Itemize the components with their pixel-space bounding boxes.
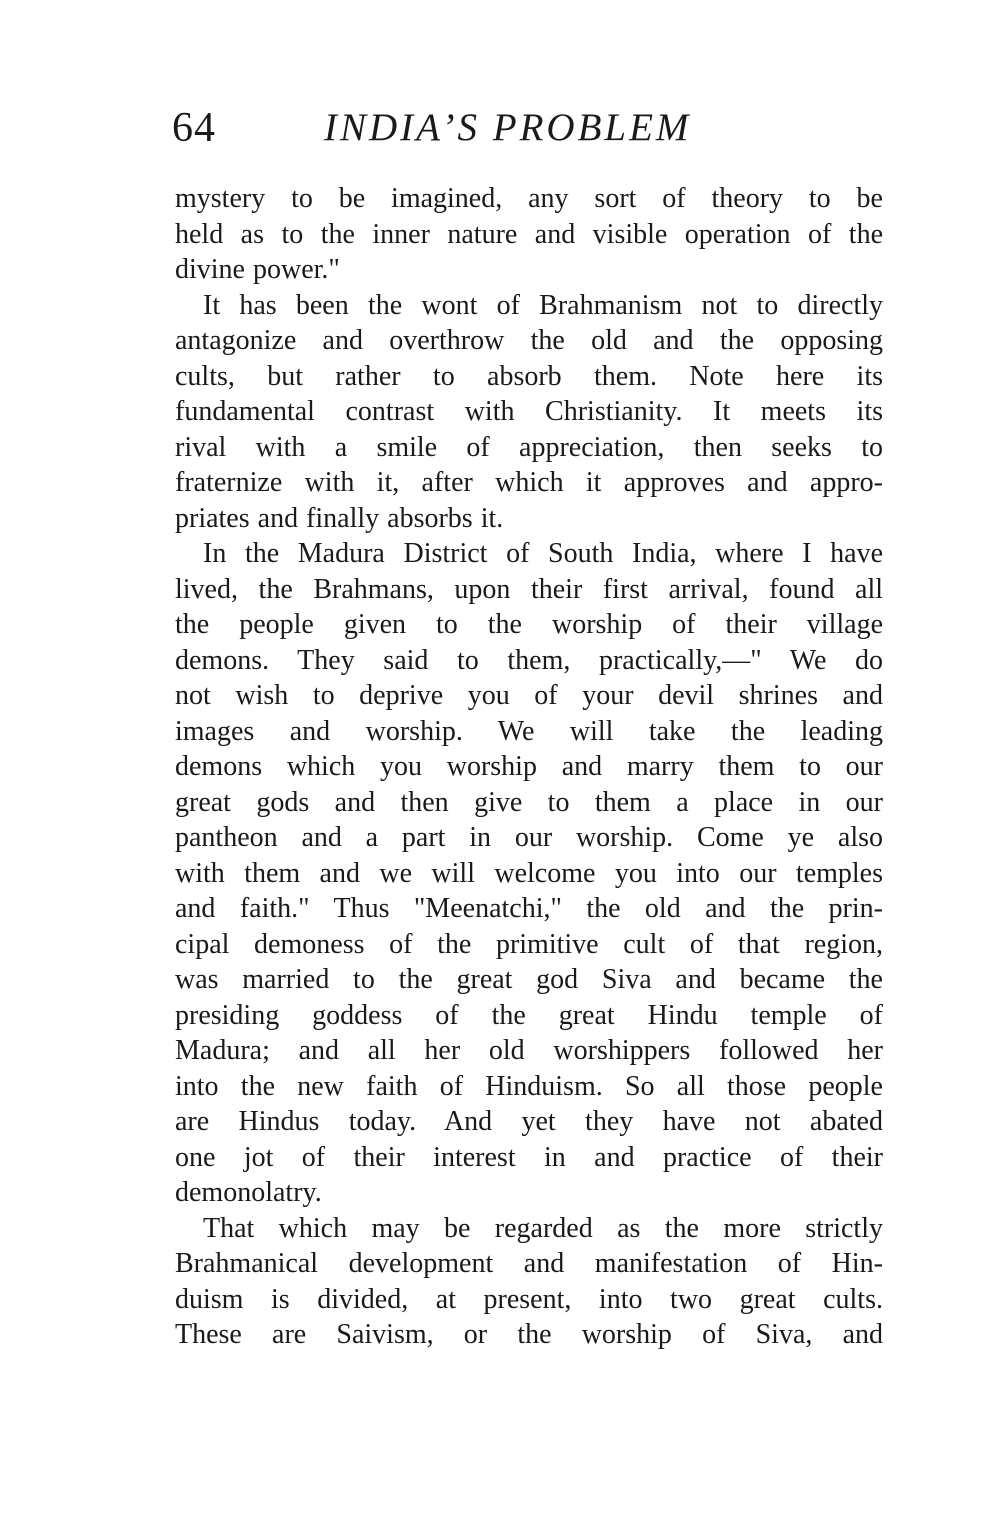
text-line: That which may be regarded as the more strictly: [203, 1212, 883, 1244]
text-line: mystery to be imagined, any sort of theory to be: [175, 183, 883, 214]
page-number: 64: [172, 105, 216, 151]
text-line: the people given to the worship of their village: [175, 609, 883, 640]
text-line: antagonize and overthrow the old and the opposing: [175, 325, 883, 356]
text-line: duism is divided, at present, into two great cults.: [175, 1283, 883, 1315]
text-line: presiding goddess of the great Hindu temple of: [175, 999, 883, 1031]
text-line: Brahmanical development and manifestation of Hin-: [175, 1248, 883, 1279]
text-line: Madura; and all her old worshippers followed her: [175, 1035, 883, 1066]
text-line: demons. They said to them, practically,—" We do: [175, 644, 883, 676]
text-line: cipal demoness of the primitive cult of that region,: [175, 928, 883, 960]
text-line: and faith." Thus "Meenatchi," the old and the prin-: [175, 893, 883, 924]
running-head: INDIA’S PROBLEM: [324, 106, 692, 149]
text-line: In the Madura District of South India, where I have: [203, 538, 883, 569]
paragraph-3: [175, 536, 883, 1211]
text-line: demonolatry.: [175, 1177, 322, 1208]
text-line: great gods and then give to them a place in our: [175, 786, 883, 818]
text-line: cults, but rather to absorb them. Note here its: [175, 360, 883, 392]
paragraph-1: [175, 181, 883, 288]
text-line: pantheon and a part in our worship. Come ye also: [175, 822, 883, 853]
paragraph-4: [175, 1211, 883, 1353]
text-line: demons which you worship and marry them to our: [175, 751, 883, 782]
text-line: was married to the great god Siva and became the: [175, 964, 883, 995]
text-line: with them and we will welcome you into our temples: [175, 857, 883, 889]
text-line: lived, the Brahmans, upon their first arrival, found all: [175, 573, 883, 605]
text-line: into the new faith of Hinduism. So all those people: [175, 1070, 883, 1102]
text-line: divine power.": [175, 254, 340, 285]
text-line: fundamental contrast with Christianity. It meets its: [175, 396, 883, 427]
text-line: These are Saivism, or the worship of Siva, and: [175, 1319, 883, 1350]
text-line: priates and finally absorbs it.: [175, 502, 504, 534]
text-line: rival with a smile of appreciation, then seeks to: [175, 431, 883, 463]
text-line: It has been the wont of Brahmanism not to directly: [203, 289, 883, 321]
text-line: held as to the inner nature and visible operation of the: [175, 218, 883, 250]
text-line: not wish to deprive you of your devil shrines and: [175, 680, 883, 711]
text-line: one jot of their interest in and practice of their: [175, 1141, 883, 1173]
text-line: are Hindus today. And yet they have not abated: [175, 1106, 883, 1137]
page-header: [172, 100, 884, 156]
paragraph-2: [175, 288, 883, 537]
text-line: images and worship. We will take the leading: [175, 715, 883, 747]
body-text: [175, 181, 883, 1353]
text-line: fraternize with it, after which it approves and appro-: [175, 467, 883, 498]
